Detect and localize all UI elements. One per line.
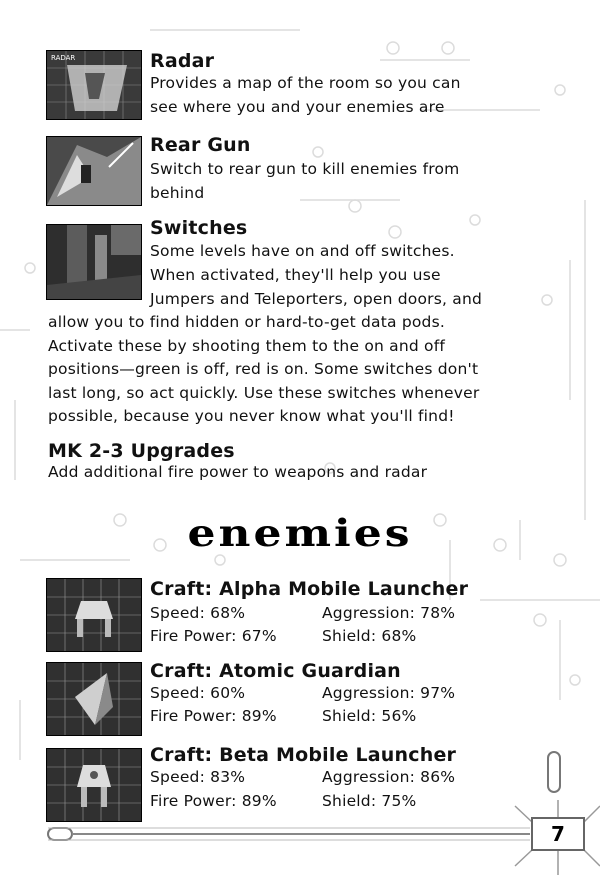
enemy-3-aggression: Aggression: 86% [322,768,456,786]
switches-thumbnail [46,224,142,300]
rear-gun-thumbnail [46,136,142,206]
enemy-1-speed: Speed: 68% [150,604,246,622]
radar-title: Radar [150,50,215,72]
rear-gun-desc-line-2: behind [150,184,205,202]
beta-mobile-launcher-thumbnail [46,748,142,822]
svg-text:RADAR: RADAR [51,54,76,62]
enemy-2-fire-power: Fire Power: 89% [150,707,277,725]
switches-title: Switches [150,217,248,239]
radar-desc-line-1: Provides a map of the room so you can [150,74,461,92]
enemy-2-name: Craft: Atomic Guardian [150,660,401,682]
switches-desc-line-1: Some levels have on and off switches. [150,242,455,260]
rear-gun-desc-line-1: Switch to rear gun to kill enemies from [150,160,460,178]
enemy-1-aggression: Aggression: 78% [322,604,456,622]
enemy-1-fire-power: Fire Power: 67% [150,627,277,645]
enemy-1-shield: Shield: 68% [322,627,417,645]
enemy-3-shield: Shield: 75% [322,792,417,810]
switches-body-line-2: Activate these by shooting them to the on and off [48,337,446,355]
switches-body-line-5: possible, because you never know what you'll find! [48,407,455,425]
enemy-1-name: Craft: Alpha Mobile Launcher [150,578,469,600]
upgrades-text: Add additional fire power to weapons and radar [48,463,428,481]
enemy-3-name: Craft: Beta Mobile Launcher [150,744,457,766]
switches-body-line-1: allow you to find hidden or hard-to-get data pods. [48,313,446,331]
radar-thumbnail [46,50,142,120]
alpha-mobile-launcher-thumbnail [46,578,142,652]
switches-body-line-4: last long, so act quickly. Use these switches whenever [48,384,480,402]
enemy-2-aggression: Aggression: 97% [322,684,456,702]
enemy-2-speed: Speed: 60% [150,684,246,702]
switches-body-line-3: positions—green is off, red is on. Some switches don't [48,360,479,378]
enemy-3-fire-power: Fire Power: 89% [150,792,277,810]
page-number: 7 [551,822,565,846]
enemy-3-speed: Speed: 83% [150,768,246,786]
enemies-heading: enemies [187,511,413,556]
upgrades-title: MK 2-3 Upgrades [48,440,235,462]
rear-gun-title: Rear Gun [150,134,251,156]
radar-desc-line-2: see where you and your enemies are [150,98,445,116]
enemy-2-shield: Shield: 56% [322,707,417,725]
switches-desc-line-3: Jumpers and Teleporters, open doors, and [150,290,483,308]
switches-desc-line-2: When activated, they'll help you use [150,266,441,284]
atomic-guardian-thumbnail [46,662,142,736]
